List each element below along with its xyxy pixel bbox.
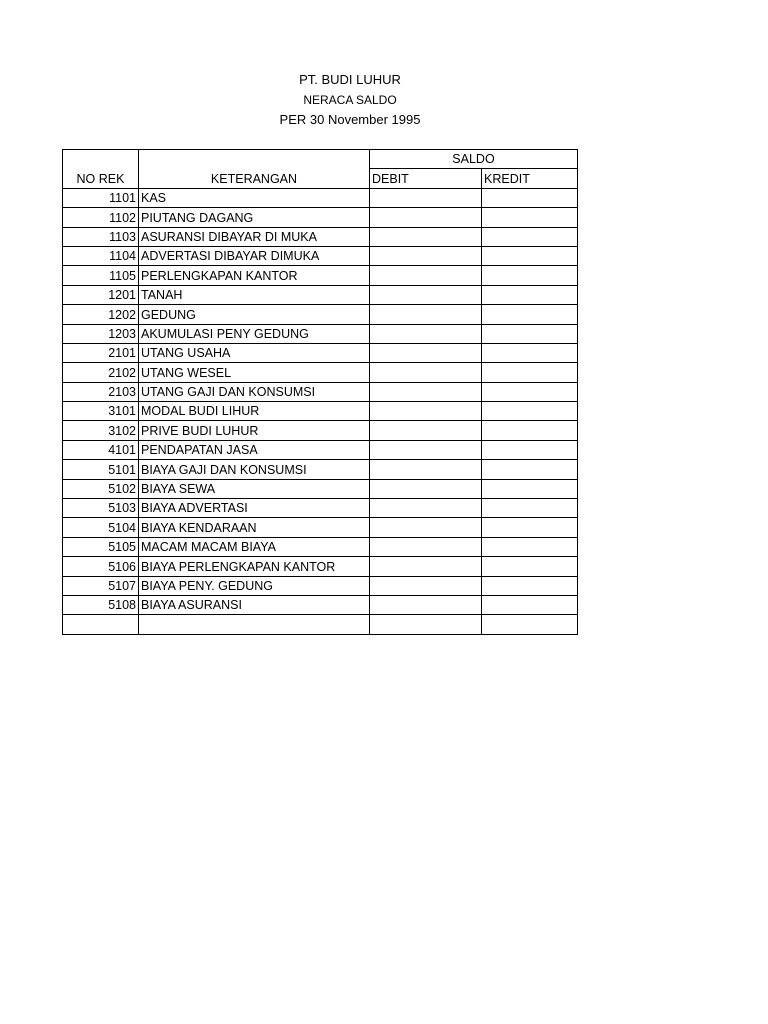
debit-cell bbox=[370, 479, 482, 498]
debit-cell bbox=[370, 208, 482, 227]
kredit-cell bbox=[482, 595, 578, 614]
debit-cell bbox=[370, 363, 482, 382]
table-row bbox=[63, 382, 578, 401]
account-description: BIAYA ADVERTASI bbox=[139, 499, 370, 518]
table-row bbox=[63, 266, 578, 285]
account-description: PERLENGKAPAN KANTOR bbox=[139, 266, 370, 285]
table-row bbox=[63, 305, 578, 324]
kredit-cell bbox=[482, 576, 578, 595]
account-number: 4101 bbox=[63, 440, 139, 459]
account-number: 5104 bbox=[63, 518, 139, 537]
kredit-cell bbox=[482, 421, 578, 440]
debit-cell bbox=[370, 266, 482, 285]
debit-cell bbox=[370, 460, 482, 479]
kredit-cell bbox=[482, 460, 578, 479]
account-description: ADVERTASI DIBAYAR DIMUKA bbox=[139, 246, 370, 265]
kredit-cell bbox=[482, 518, 578, 537]
account-number: 1105 bbox=[63, 266, 139, 285]
account-description: ASURANSI DIBAYAR DI MUKA bbox=[139, 227, 370, 246]
report-title: NERACA SALDO bbox=[303, 93, 397, 107]
header-row-top bbox=[63, 150, 578, 169]
account-number bbox=[63, 615, 139, 634]
debit-cell bbox=[370, 324, 482, 343]
debit-cell bbox=[370, 402, 482, 421]
account-description: BIAYA ASURANSI bbox=[139, 595, 370, 614]
debit-cell bbox=[370, 246, 482, 265]
account-description: PENDAPATAN JASA bbox=[139, 440, 370, 459]
table-row bbox=[63, 557, 578, 576]
kredit-cell bbox=[482, 615, 578, 634]
table-row bbox=[63, 576, 578, 595]
debit-cell bbox=[370, 421, 482, 440]
debit-cell bbox=[370, 537, 482, 556]
table-row bbox=[63, 208, 578, 227]
debit-cell bbox=[370, 343, 482, 362]
account-number: 1102 bbox=[63, 208, 139, 227]
account-number: 5106 bbox=[63, 557, 139, 576]
debit-cell bbox=[370, 382, 482, 401]
account-description: KAS bbox=[139, 188, 370, 207]
debit-cell bbox=[370, 595, 482, 614]
header-cell-empty bbox=[63, 150, 139, 169]
table-row bbox=[63, 595, 578, 614]
account-number: 1202 bbox=[63, 305, 139, 324]
debit-cell bbox=[370, 227, 482, 246]
kredit-cell bbox=[482, 266, 578, 285]
table-row bbox=[63, 402, 578, 421]
debit-cell bbox=[370, 188, 482, 207]
account-description: TANAH bbox=[139, 285, 370, 304]
table-row bbox=[63, 421, 578, 440]
account-number: 1104 bbox=[63, 246, 139, 265]
keterangan-header: KETERANGAN bbox=[139, 169, 370, 188]
account-description: MODAL BUDI LIHUR bbox=[139, 402, 370, 421]
saldo-header: SALDO bbox=[370, 150, 578, 169]
table-row bbox=[63, 227, 578, 246]
kredit-cell bbox=[482, 343, 578, 362]
account-description: AKUMULASI PENY GEDUNG bbox=[139, 324, 370, 343]
account-description: MACAM MACAM BIAYA bbox=[139, 537, 370, 556]
account-description: GEDUNG bbox=[139, 305, 370, 324]
table-row bbox=[63, 324, 578, 343]
kredit-cell bbox=[482, 537, 578, 556]
debit-cell bbox=[370, 576, 482, 595]
account-number: 1101 bbox=[63, 188, 139, 207]
account-number: 5102 bbox=[63, 479, 139, 498]
table-row bbox=[63, 537, 578, 556]
debit-cell bbox=[370, 499, 482, 518]
account-number: 5103 bbox=[63, 499, 139, 518]
table-row bbox=[63, 479, 578, 498]
table-row bbox=[63, 343, 578, 362]
debit-cell bbox=[370, 305, 482, 324]
no-rek-header: NO REK bbox=[63, 169, 139, 188]
table-row bbox=[63, 518, 578, 537]
account-number: 1201 bbox=[63, 285, 139, 304]
account-description: UTANG GAJI DAN KONSUMSI bbox=[139, 382, 370, 401]
table-row bbox=[63, 363, 578, 382]
debit-cell bbox=[370, 615, 482, 634]
account-description: PRIVE BUDI LUHUR bbox=[139, 421, 370, 440]
table-row bbox=[63, 499, 578, 518]
kredit-cell bbox=[482, 440, 578, 459]
kredit-cell bbox=[482, 324, 578, 343]
trial-balance-table bbox=[62, 149, 578, 635]
account-description bbox=[139, 615, 370, 634]
header-row-bottom bbox=[63, 169, 578, 188]
account-number: 5101 bbox=[63, 460, 139, 479]
debit-cell bbox=[370, 557, 482, 576]
account-description: BIAYA PERLENGKAPAN KANTOR bbox=[139, 557, 370, 576]
account-number: 3102 bbox=[63, 421, 139, 440]
kredit-cell bbox=[482, 285, 578, 304]
account-number: 5108 bbox=[63, 595, 139, 614]
kredit-cell bbox=[482, 363, 578, 382]
debit-cell bbox=[370, 285, 482, 304]
debit-cell bbox=[370, 440, 482, 459]
table-row bbox=[63, 615, 578, 634]
kredit-cell bbox=[482, 557, 578, 576]
account-number: 5105 bbox=[63, 537, 139, 556]
kredit-cell bbox=[482, 499, 578, 518]
table-row bbox=[63, 246, 578, 265]
table-row bbox=[63, 188, 578, 207]
kredit-header: KREDIT bbox=[482, 169, 578, 188]
account-description: UTANG WESEL bbox=[139, 363, 370, 382]
table-row bbox=[63, 460, 578, 479]
account-number: 2103 bbox=[63, 382, 139, 401]
account-description: PIUTANG DAGANG bbox=[139, 208, 370, 227]
kredit-cell bbox=[482, 208, 578, 227]
kredit-cell bbox=[482, 402, 578, 421]
kredit-cell bbox=[482, 479, 578, 498]
account-description: UTANG USAHA bbox=[139, 343, 370, 362]
company-name: PT. BUDI LUHUR bbox=[299, 72, 401, 87]
account-description: BIAYA KENDARAAN bbox=[139, 518, 370, 537]
header-cell-empty bbox=[139, 150, 370, 169]
account-number: 5107 bbox=[63, 576, 139, 595]
debit-header: DEBIT bbox=[370, 169, 482, 188]
report-period: PER 30 November 1995 bbox=[279, 112, 421, 127]
kredit-cell bbox=[482, 188, 578, 207]
account-number: 3101 bbox=[63, 402, 139, 421]
kredit-cell bbox=[482, 382, 578, 401]
kredit-cell bbox=[482, 305, 578, 324]
account-number: 1203 bbox=[63, 324, 139, 343]
account-description: BIAYA GAJI DAN KONSUMSI bbox=[139, 460, 370, 479]
account-number: 2102 bbox=[63, 363, 139, 382]
account-description: BIAYA SEWA bbox=[139, 479, 370, 498]
account-number: 1103 bbox=[63, 227, 139, 246]
kredit-cell bbox=[482, 246, 578, 265]
kredit-cell bbox=[482, 227, 578, 246]
debit-cell bbox=[370, 518, 482, 537]
table-row bbox=[63, 285, 578, 304]
account-number: 2101 bbox=[63, 343, 139, 362]
account-description: BIAYA PENY. GEDUNG bbox=[139, 576, 370, 595]
table-row bbox=[63, 440, 578, 459]
